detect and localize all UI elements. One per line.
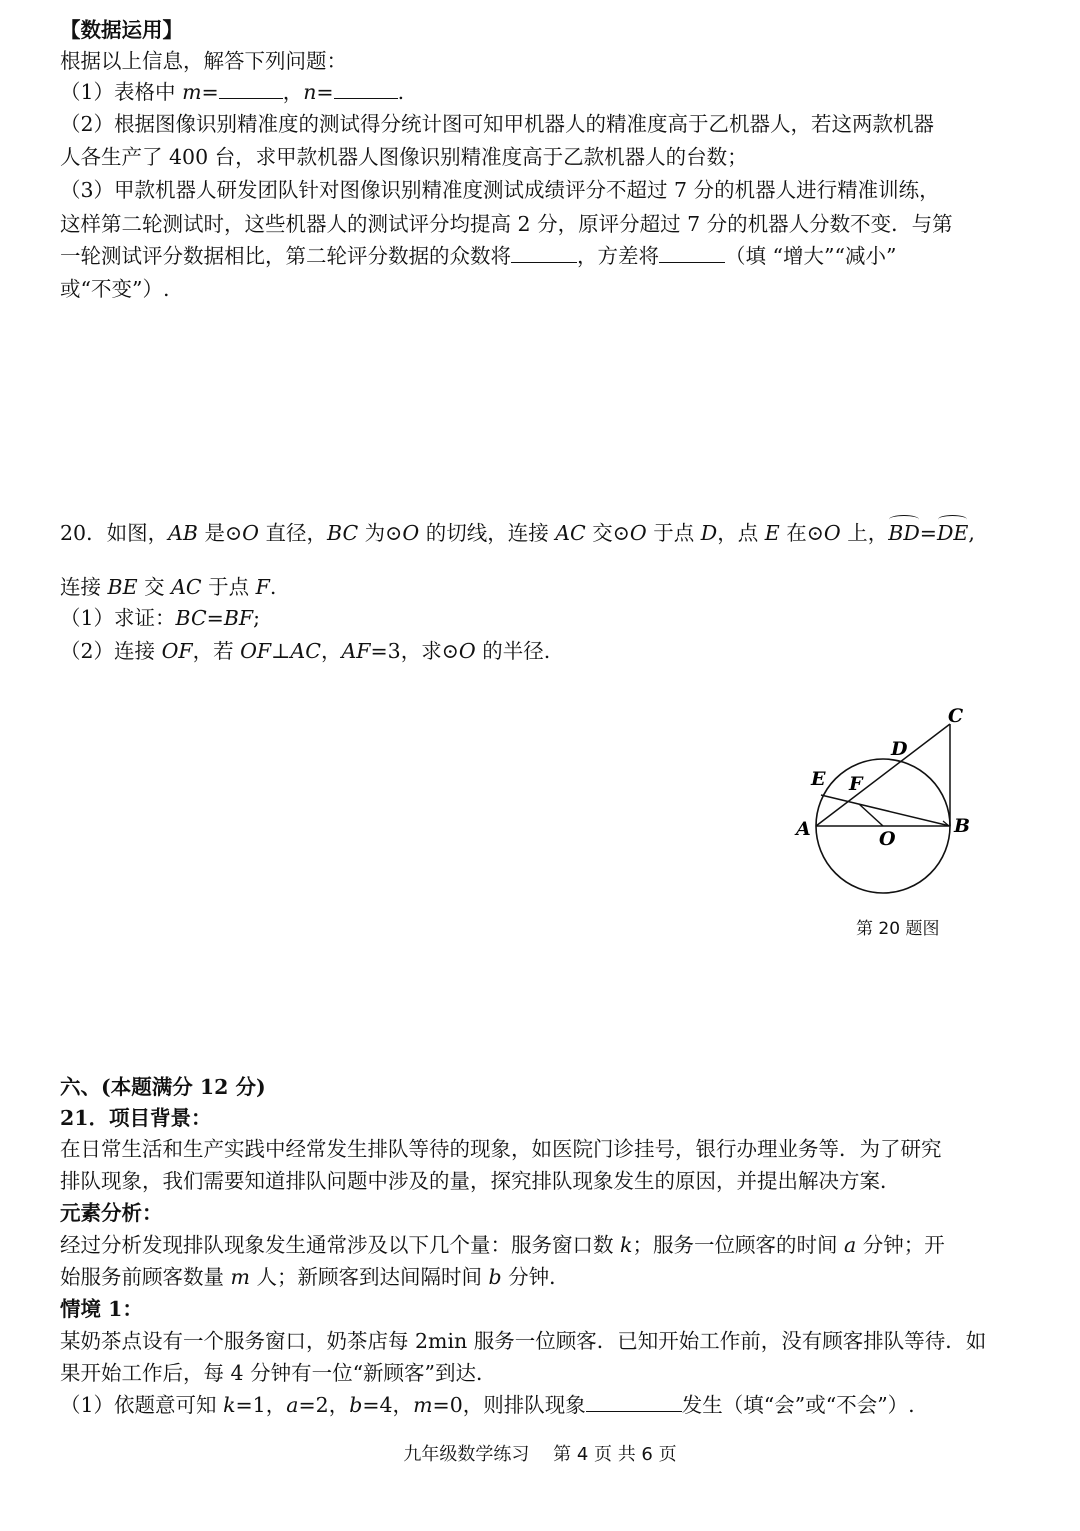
elem-text: ；服务一位顾客的时间 [632,1233,844,1257]
answer-blank-n[interactable] [334,80,398,99]
seg-bc: BC [327,521,359,545]
q3-text-a: 一轮测试评分数据相比，第二轮评分数据的众数将 [60,244,511,268]
q3-text-c: （填 “增大”“减小” [725,244,897,268]
element-analysis-title: 元素分析： [60,1201,163,1225]
q20-text: 的切线，连接 [419,521,556,545]
var-a: a [286,1393,299,1417]
element-line-2 [60,1262,570,1292]
geometry-figure-20 [770,700,1010,910]
section-heading-data-use: 【数据运用】 [60,18,183,42]
seg-af: AF [341,639,371,663]
q20-text: 交⊙ [585,521,630,545]
q20-text: 于点 [646,521,701,545]
point-o: O [823,521,841,545]
question-20-line-1 [60,518,975,548]
q20-text: 上， [840,521,889,545]
elem-text: 经过分析发现排队现象发生通常涉及以下几个量：服务窗口数 [60,1233,621,1257]
q20-text: （2）连接 [60,639,162,663]
question-21-title: 21．项目背景： [60,1106,212,1130]
q20-text: 在⊙ [779,521,824,545]
background-line-1: 在日常生活和生产实践中经常发生排队等待的现象，如医院门诊挂号，银行办理业务等．为了研究 [60,1137,942,1161]
q20-text: 交 [137,575,172,599]
seg-ac: AC [555,521,586,545]
background-line-2: 排队现象，我们需要知道排队问题中涉及的量，探究排队现象发生的原因，并提出解决方案． [60,1169,901,1193]
var-n: n [303,80,317,104]
sq-text: （1）依题意可知 [60,1393,224,1417]
point-o: O [458,639,476,663]
point-e: E [764,521,780,545]
q20-text: 直径， [258,521,328,545]
answer-blank-m[interactable] [219,80,283,99]
q20-equals: = [919,521,937,545]
q20-text: ，若 [192,639,241,663]
question-20-part-1 [60,603,260,633]
q20-text: ，点 [717,521,765,545]
q20-text: （1）求证： [60,606,176,630]
scenario-line-1: 某奶茶点设有一个服务窗口，奶茶店每 2min 服务一位顾客．已知开始工作前，没有顾客排队等待．如 [60,1329,987,1353]
question-3-line-1: （3）甲款机器人研发团队针对图像识别精准度测试成绩评分不超过 7 分的机器人进行精准训练， [60,178,940,202]
var-m: m [413,1393,433,1417]
q20-text: . [269,575,277,599]
sq-text: 发生（填“会”或“不会”）. [681,1393,915,1417]
question-1 [60,77,404,107]
section-6-heading: 六、(本题满分 12 分) [60,1075,266,1099]
var-m: m [182,80,202,104]
point-f: F [255,575,270,599]
q20-text: 20．如图， [60,521,169,545]
scenario-question-1 [60,1390,915,1420]
expr-bc-bf: BC=BF [175,606,254,630]
q20-text: 是⊙ [197,521,243,545]
elem-text: 分钟． [501,1265,570,1289]
q20-text: ; [253,606,261,630]
label-f: F [849,773,863,795]
var-m: m [230,1265,250,1289]
question-20-line-2 [60,572,276,602]
scenario-line-2: 果开始工作后，每 4 分钟有一位“新顾客”到达． [60,1361,497,1385]
label-b: B [954,815,971,837]
var-k: k [620,1233,633,1257]
sq-text: =0，则排队现象 [432,1393,586,1417]
point-o: O [242,521,259,545]
q1-sep: ， [282,80,304,104]
label-e: E [811,768,826,790]
sq-text: =4， [362,1393,414,1417]
answer-blank-queue[interactable] [586,1393,682,1412]
q1-eq1: = [201,80,219,104]
label-a: A [796,818,811,840]
q20-text: 的半径. [475,639,551,663]
q3-text-b: ，方差将 [577,244,659,268]
label-o: O [879,828,896,850]
question-3-line-2: 这样第二轮测试时，这些机器人的测试评分均提高 2 分，原评分超过 7 分的机器人分数不变．与第 [60,212,953,236]
arc-de: DE [937,518,968,548]
q20-text: ， [320,639,342,663]
figure-caption: 第 20 题图 [856,919,940,939]
answer-blank-variance[interactable] [659,244,725,263]
line-be [821,795,950,826]
point-o: O [402,521,420,545]
seg-ab: AB [168,521,198,545]
seg-ac: AC [171,575,202,599]
arc-bd: BD [888,518,920,548]
var-b: b [349,1393,363,1417]
answer-blank-mode[interactable] [511,244,577,263]
expr-perp: OF⊥AC [240,639,321,663]
var-a: a [843,1233,857,1257]
question-3-line-3 [60,241,896,271]
intro-text: 根据以上信息，解答下列问题： [60,49,347,73]
question-3-line-4: 或“不变”）. [60,277,170,301]
sq-text: =2， [298,1393,350,1417]
var-b: b [488,1265,502,1289]
q1-end: . [397,80,405,104]
q20-text: =3，求⊙ [370,639,459,663]
elem-text: 始服务前顾客数量 [60,1265,231,1289]
point-d: D [700,521,718,545]
elem-text: 分钟；开 [856,1233,945,1257]
line-ac [816,724,950,826]
element-line-1 [60,1230,945,1260]
q1-eq2: = [316,80,334,104]
seg-be: BE [107,575,138,599]
label-d: D [891,738,908,760]
question-2-line-1: （2）根据图像识别精准度的测试得分统计图可知甲机器人的精准度高于乙机器人，若这两款机器 [60,112,935,136]
elem-text: 人；新顾客到达间隔时间 [249,1265,489,1289]
question-2-line-2: 人各生产了 400 台，求甲款机器人图像识别精准度高于乙款机器人的台数； [60,145,748,169]
q20-text: 于点 [201,575,256,599]
q20-text: , [968,521,975,545]
seg-of: OF [161,639,193,663]
page-footer: 九年级数学练习 第 4 页 共 6 页 [403,1444,677,1465]
q20-text: 为⊙ [358,521,403,545]
sq-text: =1， [235,1393,287,1417]
var-k: k [223,1393,236,1417]
scenario-1-title: 情境 1： [60,1297,143,1321]
question-20-part-2 [60,636,550,666]
point-o: O [629,521,647,545]
label-c: C [948,705,964,727]
q20-text: 连接 [60,575,108,599]
q1-prefix: （1）表格中 [60,80,183,104]
